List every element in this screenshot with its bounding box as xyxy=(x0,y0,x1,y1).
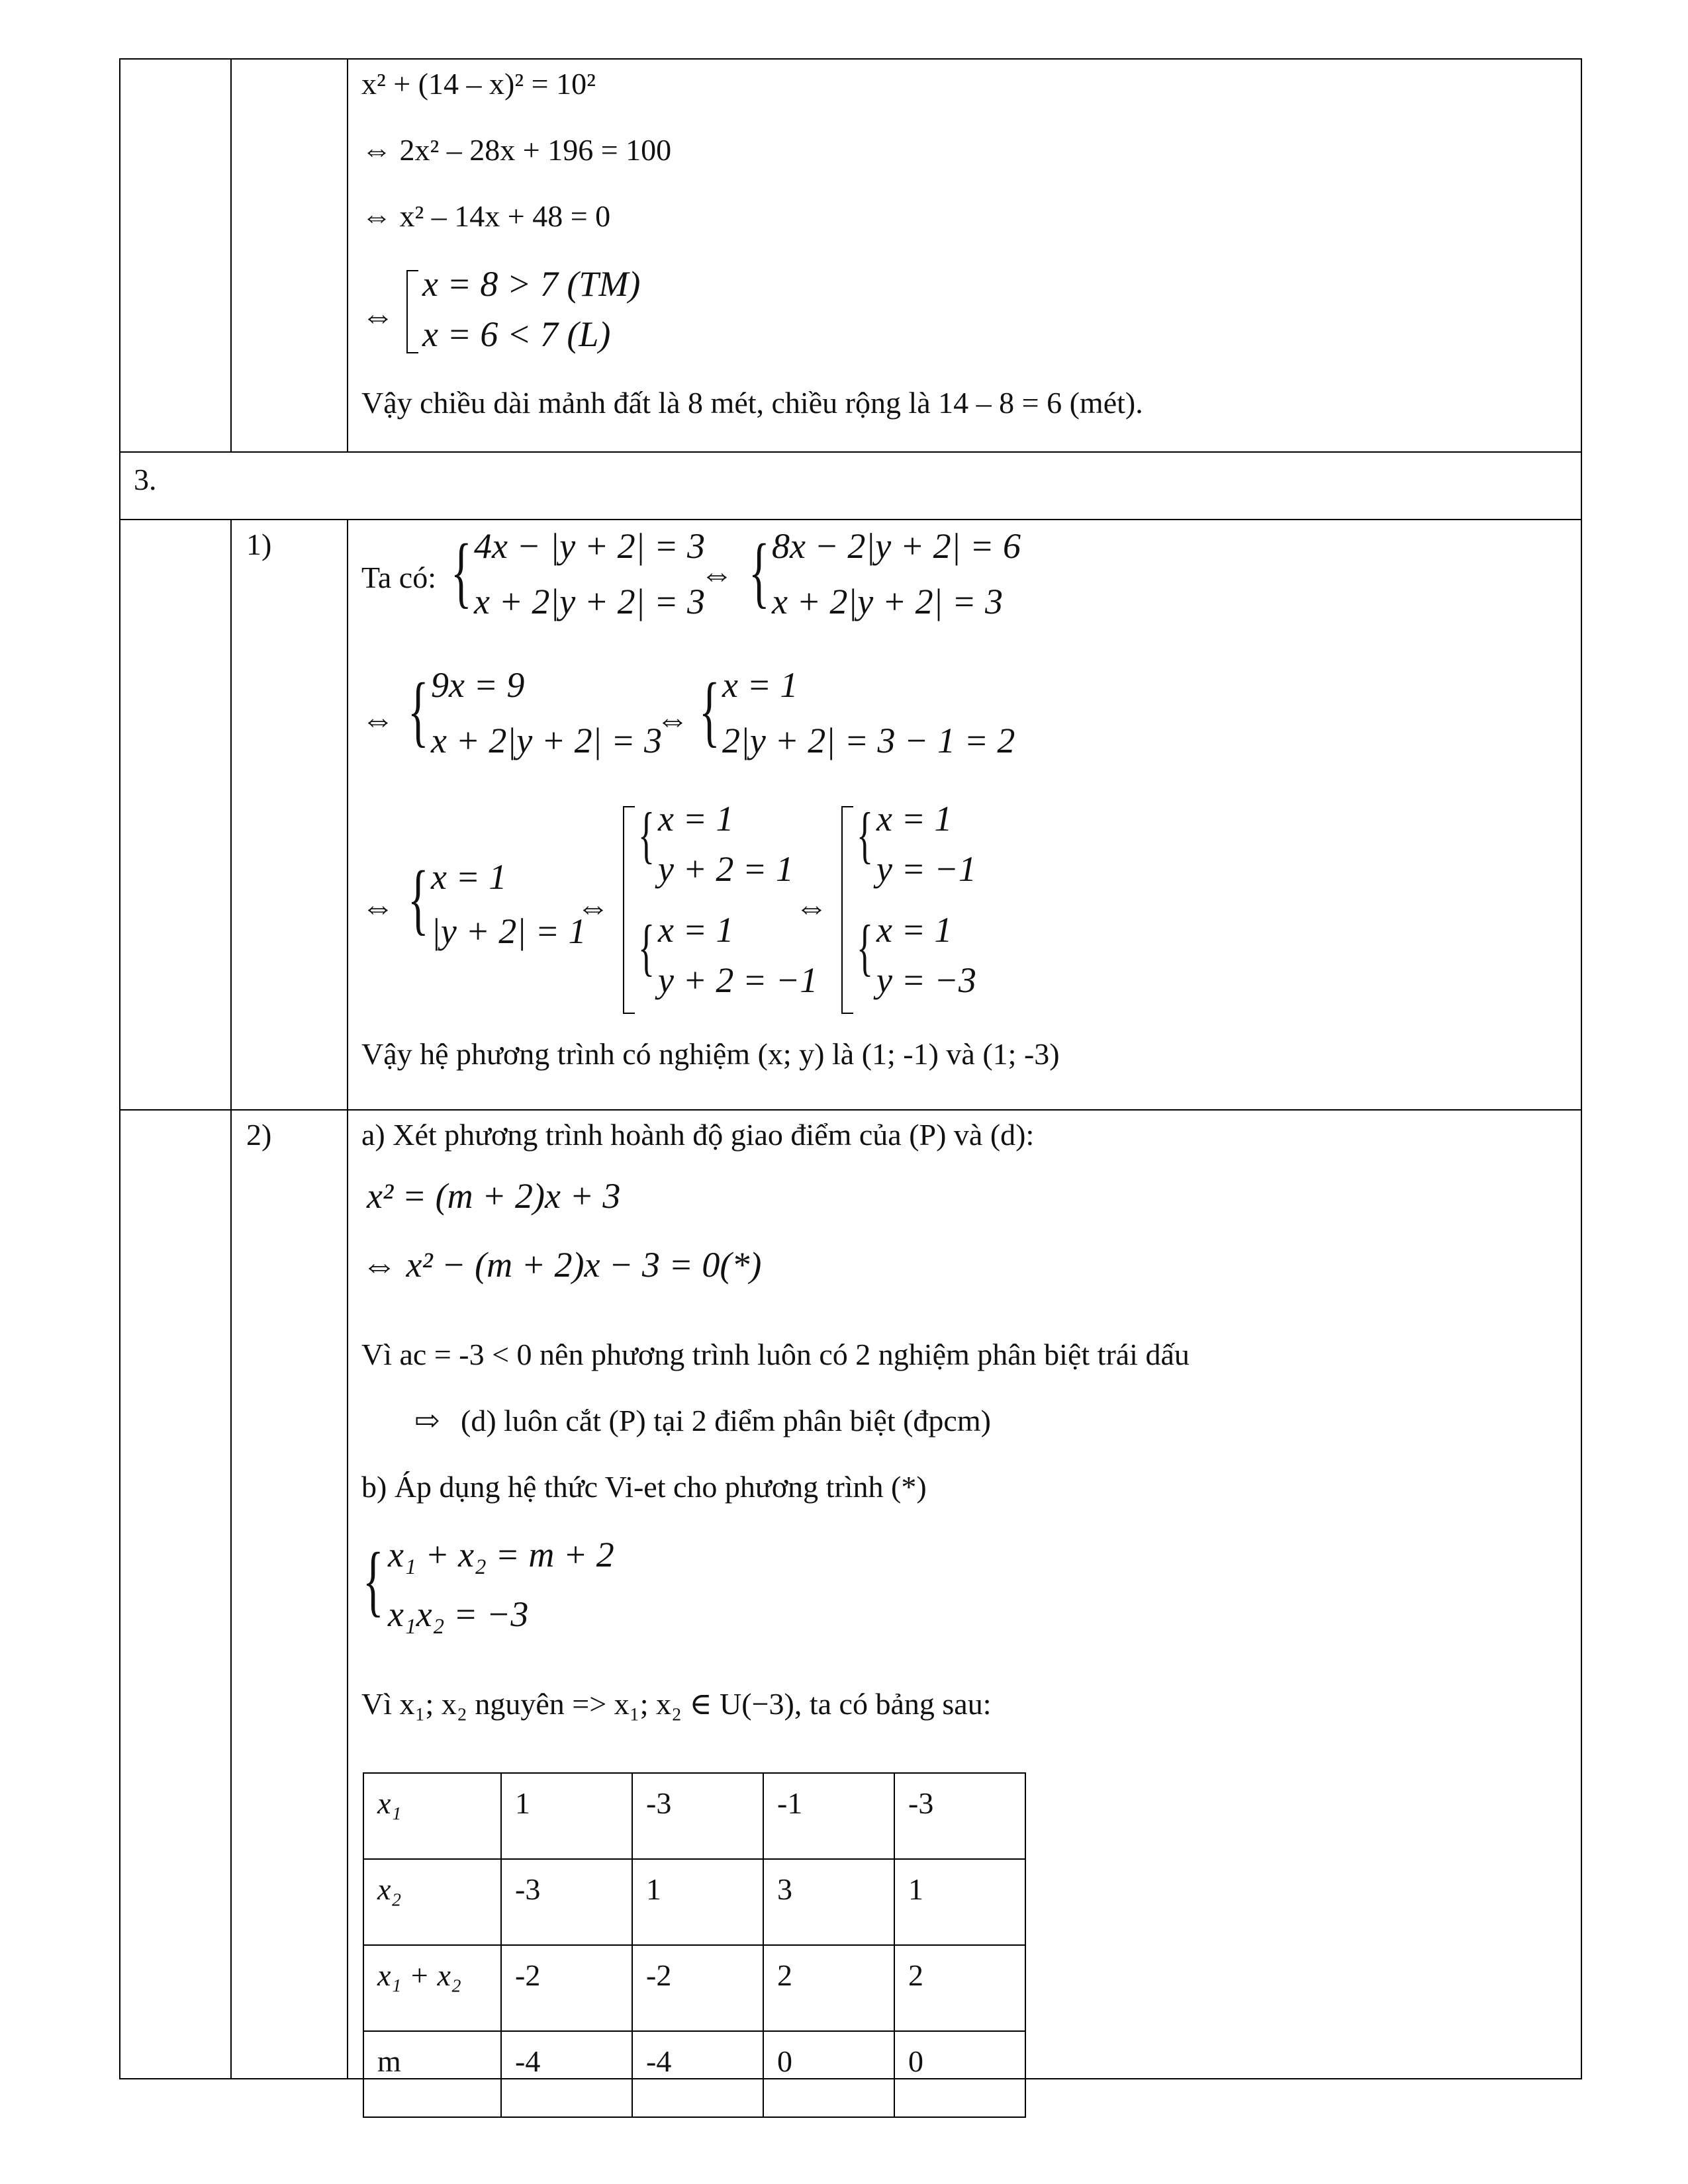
table-cell: -4 xyxy=(501,2031,632,2117)
row-part-1-label-cell xyxy=(231,520,348,1110)
table-head-cell: x₁ xyxy=(363,1773,501,1859)
row-continuation xyxy=(120,59,1581,452)
system-7-line-2: y = −1 xyxy=(876,849,976,889)
part-b-intro: b) Áp dụng hệ thức Vi-et cho phương trình (*) xyxy=(361,1470,927,1504)
table-cell: 0 xyxy=(894,2031,1025,2117)
brace: { xyxy=(857,912,874,982)
implies-arrow-icon: ⇨ xyxy=(414,1404,440,1437)
equivalence-arrow: ⇔ xyxy=(577,888,610,925)
table-cell: 2 xyxy=(894,1945,1025,2031)
table-row xyxy=(363,1859,1025,1945)
row-continuation-col2 xyxy=(231,59,348,452)
bracket xyxy=(623,806,635,1014)
table-head-cell: x₂ xyxy=(363,1859,501,1945)
system-6-line-3: x = 1 xyxy=(658,910,734,950)
equation-1: x² + (14 – x)² = 10² xyxy=(361,67,596,101)
table-cell: -4 xyxy=(632,2031,763,2117)
equivalence-arrow: ⇔ xyxy=(361,888,395,925)
system-7-line-3: x = 1 xyxy=(876,910,953,950)
equivalence-arrow: ⇔ xyxy=(700,555,733,592)
system-7-line-4: y = −3 xyxy=(876,960,976,1000)
system-6-line-4: y + 2 = −1 xyxy=(658,960,818,1000)
row-part-1 xyxy=(120,520,1581,1110)
vi-ac-line: Vì ac = -3 < 0 nên phương trình luôn có 2 nghiệm phân biệt trái dấu xyxy=(361,1338,1190,1371)
section-3-label-cell xyxy=(120,452,1581,520)
equation-2: ⇔ 2x² – 28x + 196 = 100 xyxy=(361,133,672,167)
system-5-line-2: |y + 2| = 1 xyxy=(431,911,586,951)
viet-line-2: x₁x₂ = −3 xyxy=(388,1594,529,1634)
brace: { xyxy=(451,527,472,615)
table-cell: 1 xyxy=(894,1859,1025,1945)
section-3-label: 3. xyxy=(134,463,157,496)
row-part-1-col1 xyxy=(120,520,231,1110)
brace: { xyxy=(363,1536,384,1624)
row-part-2-col1 xyxy=(120,1110,231,2079)
system-3-line-1: 9x = 9 xyxy=(431,665,525,705)
system-2-line-1: 8x − 2|y + 2| = 6 xyxy=(772,526,1021,566)
conclusion-1: Vậy hệ phương trình có nghiệm (x; y) là (1; -1) và (1; -3) xyxy=(361,1037,1060,1071)
conclusion-a: Vậy chiều dài mảnh đất là 8 mét, chiều rộng là 14 – 8 = 6 (mét). xyxy=(361,386,1143,420)
part-2-label: 2) xyxy=(246,1118,272,1152)
bracket xyxy=(841,806,853,1014)
system-1-line-2: x + 2|y + 2| = 3 xyxy=(474,582,705,621)
table-cell: -2 xyxy=(501,1945,632,2031)
system-4-line-2: 2|y + 2| = 3 − 1 = 2 xyxy=(722,721,1015,760)
system-7-line-1: x = 1 xyxy=(876,799,953,839)
table-cell: 1 xyxy=(632,1859,763,1945)
brace: { xyxy=(699,666,720,754)
cut-statement: (d) luôn cắt (P) tại 2 điểm phân biệt (đpcm) xyxy=(461,1404,991,1437)
system-2-line-2: x + 2|y + 2| = 3 xyxy=(772,582,1003,621)
row-part-2 xyxy=(120,1110,1581,2079)
table-cell: 3 xyxy=(763,1859,894,1945)
part-a-intro: a) Xét phương trình hoành độ giao điểm của (P) và (d): xyxy=(361,1118,1035,1152)
table-cell: -1 xyxy=(763,1773,894,1859)
integer-line: Vì x₁; x₂ nguyên => x₁; x₂ ∈ U(−3), ta có bảng sau: xyxy=(361,1687,992,1721)
equivalence-arrow: ⇔ xyxy=(795,888,828,925)
brace: { xyxy=(638,912,655,982)
table-cell: 2 xyxy=(763,1945,894,2031)
table-row xyxy=(363,1945,1025,2031)
solution-table xyxy=(119,58,1582,2079)
bracket xyxy=(406,270,418,353)
table-cell: -3 xyxy=(501,1859,632,1945)
row-section-3 xyxy=(120,452,1581,520)
table-cell: 1 xyxy=(501,1773,632,1859)
root-2: x = 6 < 7 (L) xyxy=(422,314,611,354)
row-part-1-content xyxy=(348,520,1581,1110)
row-continuation-col1 xyxy=(120,59,231,452)
system-5-line-1: x = 1 xyxy=(431,857,507,897)
table-cell: -3 xyxy=(632,1773,763,1859)
viet-line-1: x₁ + x₂ = m + 2 xyxy=(388,1535,614,1574)
brace: { xyxy=(857,799,874,870)
brace: { xyxy=(749,527,770,615)
equation-a1: x² = (m + 2)x + 3 xyxy=(367,1176,621,1216)
root-1: x = 8 > 7 (TM) xyxy=(422,264,641,304)
system-6-line-1: x = 1 xyxy=(658,799,734,839)
system-4-line-1: x = 1 xyxy=(722,665,798,705)
row-part-2-label-cell xyxy=(231,1110,348,2079)
part-1-label: 1) xyxy=(246,527,272,561)
table-head-cell: m xyxy=(363,2031,501,2117)
ta-co: Ta có: xyxy=(361,561,437,594)
brace: { xyxy=(408,854,429,942)
equation-3: ⇔ x² – 14x + 48 = 0 xyxy=(361,199,611,233)
table-cell: 0 xyxy=(763,2031,894,2117)
brace: { xyxy=(638,799,655,870)
equivalence-arrow: ⇔ xyxy=(361,297,395,334)
system-6-line-2: y + 2 = 1 xyxy=(658,849,794,889)
table-row xyxy=(363,1773,1025,1859)
row-part-2-content xyxy=(348,1110,1581,2079)
system-1-line-1: 4x − |y + 2| = 3 xyxy=(474,526,705,566)
table-head-cell: x₁ + x₂ xyxy=(363,1945,501,2031)
table-row xyxy=(363,2031,1025,2117)
equivalence-arrow: ⇔ xyxy=(361,701,395,738)
row-continuation-content xyxy=(348,59,1581,452)
equivalence-arrow: ⇔ xyxy=(656,701,689,738)
table-cell: -3 xyxy=(894,1773,1025,1859)
values-table xyxy=(363,1772,1026,2118)
table-cell: -2 xyxy=(632,1945,763,2031)
equation-a2: ⇔ x² − (m + 2)x − 3 = 0(*) xyxy=(361,1245,762,1285)
system-3-line-2: x + 2|y + 2| = 3 xyxy=(431,721,662,760)
brace: { xyxy=(408,666,429,754)
